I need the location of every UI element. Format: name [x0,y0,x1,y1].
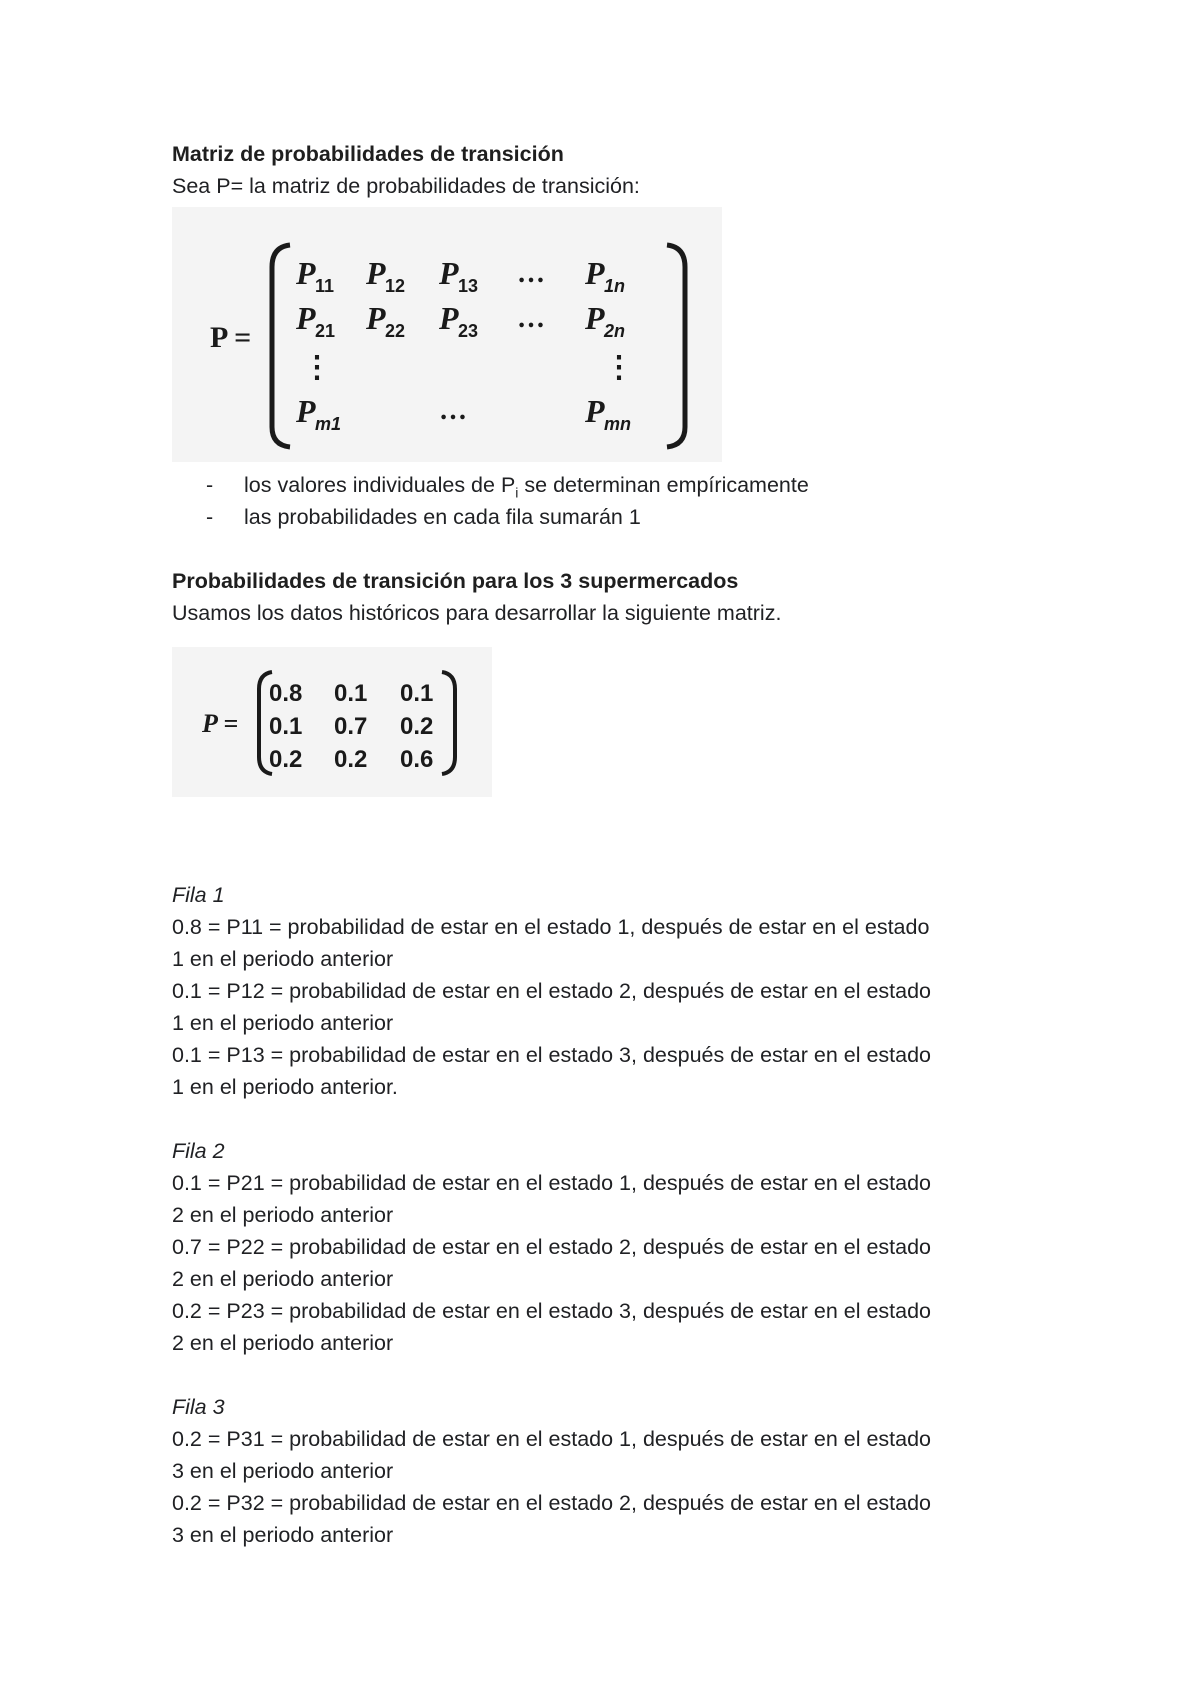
matrix-cell: 0.2 [334,746,368,773]
cell-p13-sub: 13 [458,276,479,296]
fila-line: 2 en el periodo anterior [172,1267,394,1291]
cell-p22: P [366,300,386,336]
cell-dots-row2: … [517,303,545,334]
matrix-cell: 0.8 [269,680,303,707]
cell-p2n-sub: 2n [604,321,626,341]
list-dash: - [206,505,214,529]
fila-3-block [172,1391,1072,1551]
list-dash: - [206,473,214,497]
cell-p11-sub: 11 [315,276,335,296]
fila-1-block [172,879,1072,1103]
fila-line: 0.2 = P31 = probabilidad de estar en el estado 1, después de estar en el estado [172,1427,932,1451]
section-title-transition-matrix: Matriz de probabilidades de transición [172,142,564,166]
cell-p13: P [439,255,459,291]
cell-p23-sub: 23 [458,321,479,341]
fila-title: Fila 2 [172,1139,225,1163]
data-matrix-svg [172,647,492,797]
fila-title: Fila 3 [172,1395,225,1419]
data-right-bracket [442,672,455,774]
matrix-cell: 0.6 [400,746,434,773]
cell-pm1-sub: m1 [315,414,342,434]
data-matrix-lhs: P = [202,709,239,738]
fila-line: 2 en el periodo anterior [172,1331,394,1355]
note-text-before: los valores individuales de P [244,473,516,497]
matrix-cell: 0.1 [269,713,303,740]
cell-p12: P [366,255,386,291]
cell-p2n: P [585,300,605,336]
fila-line: 1 en el periodo anterior [172,947,394,971]
notes-list [172,469,1072,533]
note-text-after: se determinan empíricamente [518,473,809,497]
cell-pm1: P [296,393,316,429]
fila-line: 0.8 = P11 = probabilidad de estar en el estado 1, después de estar en el estado [172,915,930,939]
matrix-lhs: P = [210,321,252,354]
fila-line: 0.2 = P32 = probabilidad de estar en el estado 2, después de estar en el estado [172,1491,932,1515]
fila-line: 0.1 = P12 = probabilidad de estar en el estado 2, después de estar en el estado [172,979,932,1003]
fila-line: 3 en el periodo anterior [172,1523,394,1547]
right-bracket [667,245,685,447]
section-intro-transition-matrix: Sea P= la matriz de probabilidades de transición: [172,174,640,198]
cell-pmn: P [585,393,605,429]
cell-p12-sub: 12 [385,276,406,296]
cell-p22-sub: 22 [385,321,406,341]
fila-line: 0.1 = P13 = probabilidad de estar en el estado 3, después de estar en el estado [172,1043,932,1067]
list-item [172,469,1072,501]
cell-dots-row1: … [517,258,545,289]
fila-line: 1 en el periodo anterior [172,1011,394,1035]
matrix-cell: 0.1 [400,680,434,707]
section-title-supermarkets: Probabilidades de transición para los 3 supermercados [172,569,739,593]
cell-p1n-sub: 1n [604,276,626,296]
cell-p11: P [296,255,316,291]
fila-line: 1 en el periodo anterior. [172,1075,398,1099]
cell-p1n: P [585,255,605,291]
matrix-cell: 0.7 [334,713,368,740]
note-text: las probabilidades en cada fila sumarán 1 [244,505,641,529]
fila-line: 2 en el periodo anterior [172,1203,394,1227]
matrix-cell: 0.2 [400,713,434,740]
general-matrix-figure [172,207,722,462]
section-intro-supermarkets: Usamos los datos históricos para desarrollar la siguiente matriz. [172,601,782,625]
fila-line: 3 en el periodo anterior [172,1459,394,1483]
document-content [172,138,1072,1551]
cell-vdots-left: ⋮ [302,351,332,384]
cell-dots-rowm: … [439,395,467,426]
cell-p23: P [439,300,459,336]
fila-title: Fila 1 [172,883,225,907]
fila-line: 0.1 = P21 = probabilidad de estar en el estado 1, después de estar en el estado [172,1171,932,1195]
fila-2-block [172,1135,1072,1359]
cell-p21: P [296,300,316,336]
fila-line: 0.7 = P22 = probabilidad de estar en el estado 2, después de estar en el estado [172,1235,932,1259]
left-bracket [272,245,290,447]
general-matrix-svg [172,207,722,462]
matrix-cell: 0.1 [334,680,368,707]
data-matrix-figure [172,647,492,797]
list-item [172,501,1072,533]
cell-vdots-right: ⋮ [604,351,634,384]
matrix-cell: 0.2 [269,746,303,773]
note-subscript: i [515,484,519,501]
fila-line: 0.2 = P23 = probabilidad de estar en el estado 3, después de estar en el estado [172,1299,932,1323]
cell-p21-sub: 21 [315,321,336,341]
cell-pmn-sub: mn [604,414,631,434]
